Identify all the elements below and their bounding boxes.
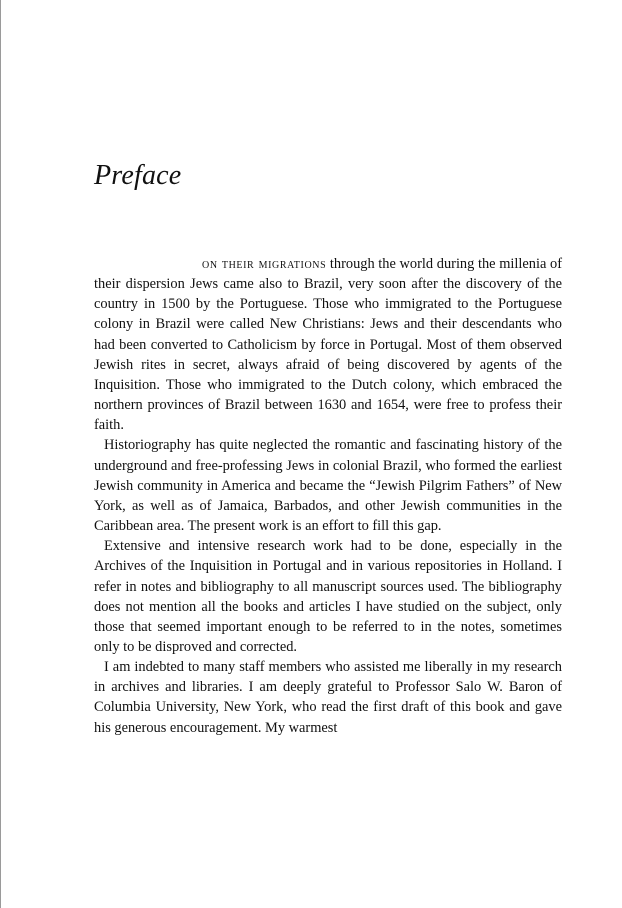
lead-in-smallcaps: on their migrations	[202, 256, 327, 272]
body-text	[94, 254, 562, 738]
paragraph-1-text: through the world during the millenia of their dispersion Jews came also to Brazil, very soon after the discovery of the country in 1500 by the Portuguese. Those who immigrated to the Portuguese colony in Brazil were called New Christians: Jews and their descendants who had been converted to Catholicism by force in Portugal. Most of them observed Jewish rites in secret, always afraid of being discovered by agents of the Inquisition. Those who immigrated to the Dutch colony, which embraced the northern provinces of Brazil between 1630 and 1654, were free to profess their faith.	[94, 256, 562, 434]
paragraph-2: Historiography has quite neglected the romantic and fascinating history of the underground and free-professing Jews in colonial Brazil, who formed the earliest Jewish community in America and became the “Jewish Pilgrim Fathers” of New York, as well as of Jamaica, Barbados, and other Jewish communities in the Caribbean area. The present work is an effort to fill this gap.	[94, 437, 562, 535]
paragraph-1	[94, 254, 562, 435]
page-title: Preface	[94, 160, 182, 191]
paragraph-4: I am indebted to many staff members who assisted me liberally in my research in archives and libraries. I am deeply grateful to Professor Salo W. Baron of Columbia University, New York, who read the first draft of this book and gave his generous encouragement. My warmest	[94, 659, 562, 736]
page-edge	[0, 0, 1, 908]
paragraph-3: Extensive and intensive research work had to be done, especially in the Archives of the Inquisition in Portugal and in various repositories in Holland. I refer in notes and bibliography to all manuscript sources used. The bibliography does not mention all the books and articles I have studied on the subject, only those that seemed important enough to be referred to in the notes, sometimes only to be disproved and corrected.	[94, 538, 562, 655]
